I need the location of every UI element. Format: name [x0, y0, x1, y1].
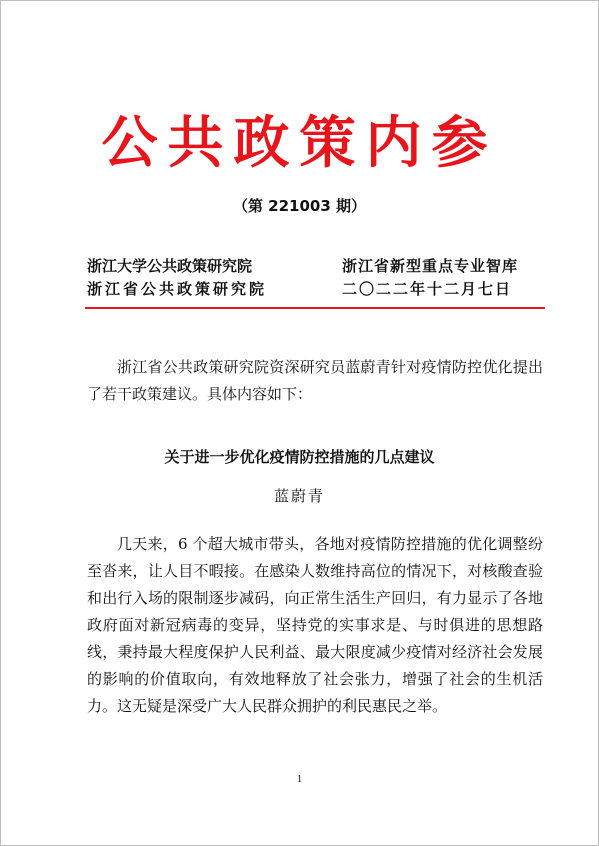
- header-divider: [85, 307, 545, 309]
- intro-paragraph: 浙江省公共政策研究院资深研究员蓝蔚青针对疫情防控优化提出了若干政策建议。具体内容如下：: [87, 358, 543, 403]
- masthead-title: 公共政策内参: [101, 110, 498, 176]
- publisher-left-line-1: 浙江大学公共政策研究院: [87, 257, 253, 275]
- publisher-right-line-1: 浙江省新型重点专业智库: [342, 257, 519, 275]
- body-paragraph: 几天来，6 个超大城市带头，各地对疫情防控措施的优化调整纷至沓来，让人目不暇接。在感染人数维持高位的情况下，对核酸查验和出行入场的限制逐步减码，向正常生活生产回归，有力显示了各地政府面对新冠病毒的变异，坚持党的实事求是、与时俱进的思想路线，秉持最大程度保护人民利益、最大限度减少疫情对经济社会发展的影响的价值取向，有效地释放了社会张力，增强了社会的生机活力。这无疑是深受广大人民群众拥护的利民惠民之举。: [87, 535, 543, 715]
- article-author: 蓝蔚青: [273, 487, 325, 505]
- publication-date: 二〇二二年十二月七日: [342, 280, 513, 298]
- page-number: 1: [296, 773, 303, 785]
- issue-number: （第 221003 期）: [232, 197, 367, 215]
- article-title: 关于进一步优化疫情防控措施的几点建议: [164, 448, 435, 466]
- publisher-left-line-2: 浙江省公共政策研究院: [87, 280, 268, 298]
